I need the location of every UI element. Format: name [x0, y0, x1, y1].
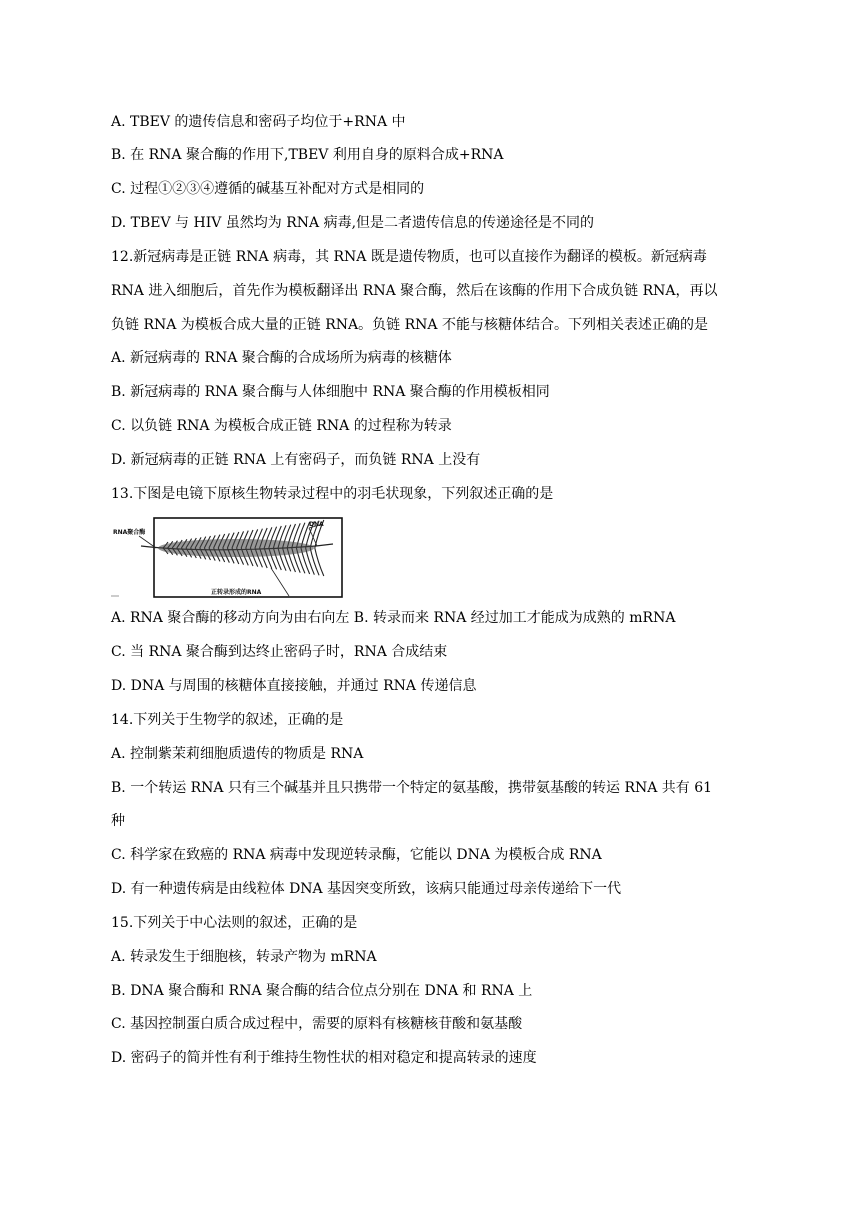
q15-stem: 15.下列关于中心法则的叙述，正确的是 [111, 915, 358, 931]
q13-option-a-b: A. RNA 聚合酶的移动方向为由右向左 B. 转录而来 RNA 经过加工才能成为成熟的 mRNA [111, 610, 676, 626]
q15-option-a: A. 转录发生于细胞核，转录产物为 mRNA [111, 949, 377, 965]
q14-option-a: A. 控制紫茉莉细胞质遗传的物质是 RNA [111, 746, 364, 762]
q13-option-c: C. 当 RNA 聚合酶到达终止密码子时，RNA 合成结束 [111, 644, 448, 660]
transcription-micrograph-figure [111, 510, 411, 602]
q11-option-b: B. 在 RNA 聚合酶的作用下,TBEV 利用自身的原料合成+RNA [111, 147, 504, 163]
q11-option-d: D. TBEV 与 HIV 虽然均为 RNA 病毒,但是二者遗传信息的传递途径是不同的 [111, 215, 595, 231]
q11-option-c: C. 过程①②③④遵循的碱基互补配对方式是相同的 [111, 181, 425, 197]
q12-option-a: A. 新冠病毒的 RNA 聚合酶的合成场所为病毒的核糖体 [111, 350, 452, 366]
q15-option-c: C. 基因控制蛋白质合成过程中，需要的原料有核糖核苷酸和氨基酸 [111, 1016, 523, 1032]
rna-strand [306, 548, 315, 575]
rna-strand [310, 548, 319, 575]
q14-stem: 14.下列关于生物学的叙述，正确的是 [111, 712, 344, 728]
q12-option-c: C. 以负链 RNA 为模板合成正链 RNA 的过程称为转录 [111, 418, 452, 434]
rna-strand [315, 548, 324, 576]
q15-option-b: B. DNA 聚合酶和 RNA 聚合酶的结合位点分别在 DNA 和 RNA 上 [111, 983, 533, 999]
q14-option-b-line-2: 种 [111, 813, 125, 829]
q12-option-b: B. 新冠病毒的 RNA 聚合酶与人体细胞中 RNA 聚合酶的作用模板相同 [111, 384, 550, 400]
label-dna: DNA [309, 521, 324, 528]
q12-stem-line-3: 负链 RNA 为模板合成大量的正链 RNA。负链 RNA 不能与核糖体结合。下列相关表述正确的是 [111, 317, 708, 333]
q14-option-b-line-1: B. 一个转运 RNA 只有三个碱基并且只携带一个特定的氨基酸，携带氨基酸的转运 RNA 共有 61 [111, 780, 713, 796]
label-rna-polymerase: RNA聚合酶 [113, 529, 146, 536]
q15-option-d: D. 密码子的简并性有利于维持生物性状的相对稳定和提高转录的速度 [111, 1050, 537, 1066]
q13-stem: 13.下图是电镜下原核生物转录过程中的羽毛状现象，下列叙述正确的是 [111, 486, 554, 502]
label-nascent-rna: 正转录形成的RNA [211, 589, 262, 596]
q12-stem-line-2: RNA 进入细胞后，首先作为模板翻译出 RNA 聚合酶，然后在该酶的作用下合成负链 RNA，再以 [111, 283, 718, 299]
q11-option-a: A. TBEV 的遗传信息和密码子均位于+RNA 中 [111, 114, 406, 130]
q12-stem-line-1: 12.新冠病毒是正链 RNA 病毒，其 RNA 既是遗传物质，也可以直接作为翻译的模板。新冠病毒 [111, 249, 707, 265]
q13-option-d: D. DNA 与周围的核糖体直接接触，并通过 RNA 传递信息 [111, 678, 477, 694]
q14-option-d: D. 有一种遗传病是由线粒体 DNA 基因突变所致，该病只能通过母亲传递给下一代 [111, 881, 622, 897]
q12-option-d: D. 新冠病毒的正链 RNA 上有密码子，而负链 RNA 上没有 [111, 452, 481, 468]
q14-option-c: C. 科学家在致癌的 RNA 病毒中发现逆转录酶，它能以 DNA 为模板合成 RNA [111, 847, 602, 863]
